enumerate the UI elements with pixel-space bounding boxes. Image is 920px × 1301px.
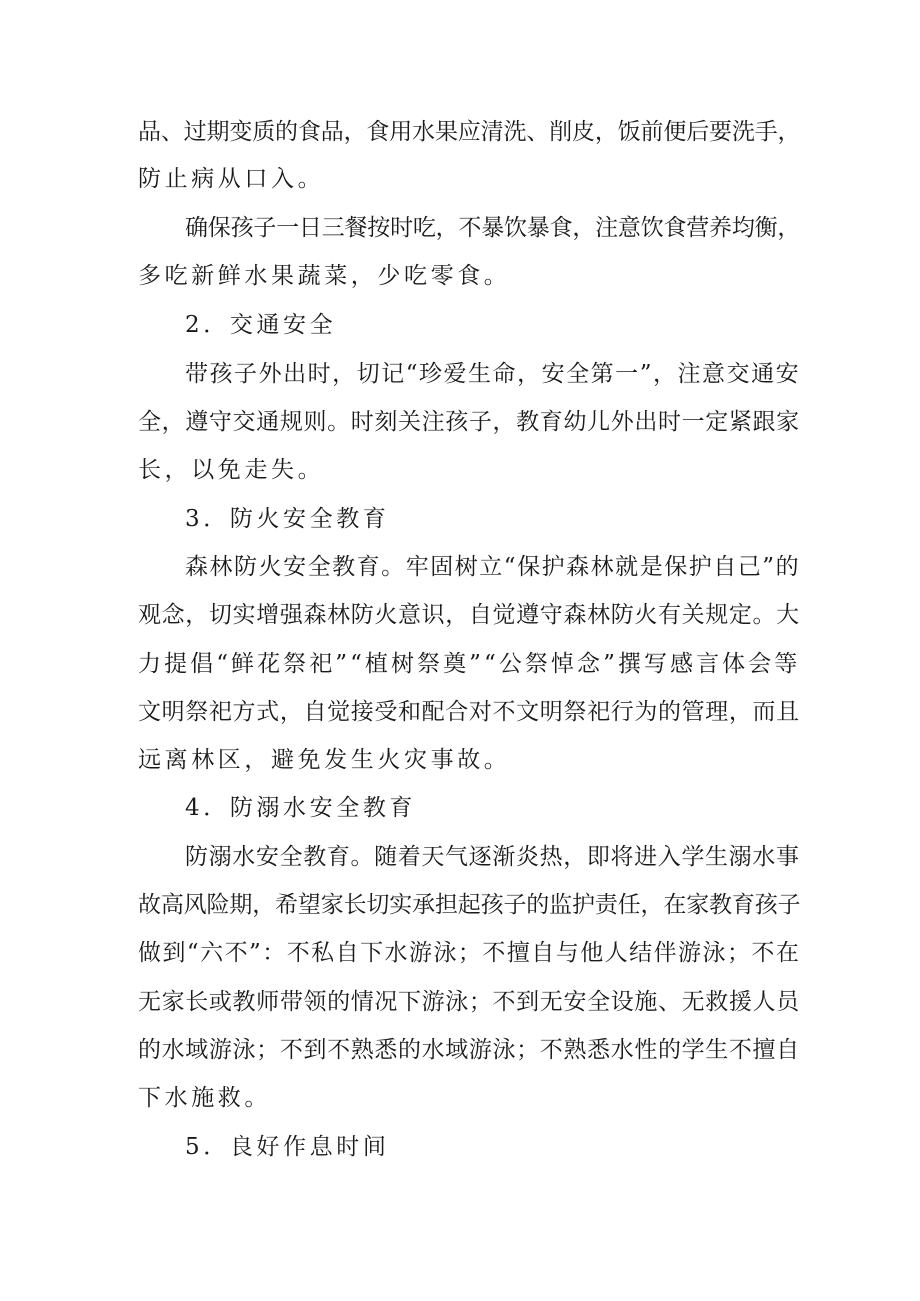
text-line: 品、过期变质的食品，食用水果应清洗、削皮，饭前便后要洗手，	[138, 119, 801, 145]
text-line: 带孩子外出时，切记“珍爱生命，安全第一”，注意交通安	[185, 361, 801, 387]
text-line: 故高风险期，希望家长切实承担起孩子的监护责任，在家教育孩子	[138, 892, 801, 918]
text-line: 全，遵守交通规则。时刻关注孩子，教育幼儿外出时一定紧跟家	[138, 409, 800, 435]
text-line: 观念，切实增强森林防火意识，自觉遵守森林防火有关规定。大	[138, 602, 800, 628]
text-line: 的水域游泳；不到不熟悉的水域游泳；不熟悉水性的学生不擅自	[138, 1037, 800, 1063]
text-line: 无家长或教师带领的情况下游泳；不到无安全设施、无救援人员	[138, 989, 800, 1015]
text-line: 长，以免走失。	[138, 457, 325, 483]
section-heading: 2．交通安全	[185, 312, 337, 338]
text-line: 做到“六不”：不私自下水游泳；不擅自与他人结伴游泳；不在	[138, 940, 801, 966]
section-heading: 5．良好作息时间	[185, 1134, 390, 1160]
text-line: 防止病从口入。	[138, 166, 325, 192]
text-line: 多吃新鲜水果蔬菜，少吃零食。	[138, 263, 511, 289]
section-heading: 4．防溺水安全教育	[185, 795, 417, 821]
text-line: 确保孩子一日三餐按时吃，不暴饮暴食，注意饮食营养均衡，	[185, 215, 801, 241]
text-line: 力提倡“鲜花祭祀”“植树祭奠”“公祭悼念”撰写感言体会等	[138, 651, 801, 677]
section-heading: 3．防火安全教育	[185, 506, 390, 532]
text-line: 远离林区，避免发生火灾事故。	[138, 747, 511, 773]
text-line: 下水施救。	[138, 1085, 271, 1111]
text-line: 文明祭祀方式，自觉接受和配合对不文明祭祀行为的管理，而且	[138, 699, 800, 725]
text-line: 森林防火安全教育。牢固树立“保护森林就是保护自己”的	[185, 554, 801, 580]
text-line: 防溺水安全教育。随着天气逐渐炎热，即将进入学生溺水事	[185, 844, 800, 870]
